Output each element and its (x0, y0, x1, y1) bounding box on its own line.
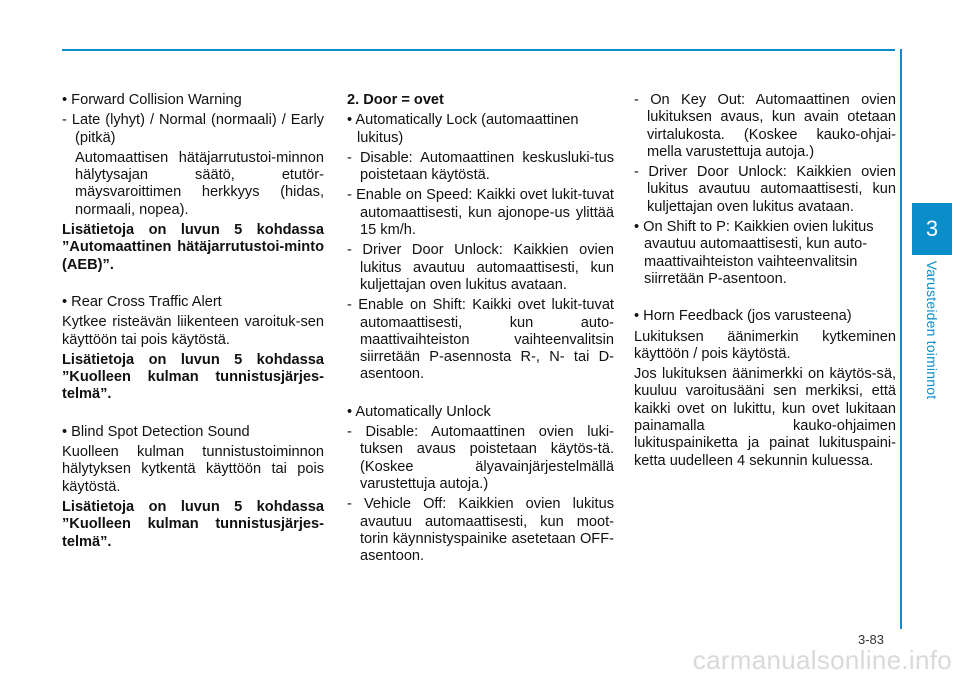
chapter-title: Varusteiden toiminnot (924, 260, 940, 400)
body-text: Lukituksen äänimerkin kytkeminen käyttöön / pois käytöstä. (634, 328, 896, 362)
section-heading: • Forward Collision Warning (62, 92, 242, 108)
list-item: - Driver Door Unlock: Kaikkien ovien lukitus avautuu automaattisesti, kun kuljettajan oven lukitus avataan. (347, 242, 614, 293)
list-item: - Disable: Automaattinen keskusluki-tus poistetaan käytöstä. (347, 149, 614, 184)
body-text: Jos lukituksen äänimerkki on käytös-sä, kuuluu varoitusääni sen merkiksi, että kaikki ovet on lukittu, kun ovet lukitaan painamalla kauko-ohjaimen lukituspainiketta ja painat lukituspaini-ketta uudelleen 4 sekunnin kuluessa. (634, 366, 896, 469)
chapter-number-tab: 3 (912, 203, 952, 255)
watermark: carmanualsonline.info (692, 645, 952, 675)
column-2 (347, 92, 614, 568)
page-number: 3-83 (858, 632, 885, 647)
reference-note: Lisätietoja on luvun 5 kohdassa ”Kuolleen kulman tunnistusjärjes-telmä”. (62, 498, 324, 550)
column-1 (62, 92, 324, 554)
list-item: - Enable on Speed: Kaikki ovet lukit-tuvat automaattisesti, kun ajonope-us ylittää 15 km/h. (347, 187, 614, 239)
list-item: - Vehicle Off: Kaikkien ovien lukitus avautuu automaattisesti, kun moot-torin käynnistyspainike asetetaan OFF-asentoon. (347, 496, 614, 565)
section-heading: • Automatically Unlock (347, 403, 491, 420)
list-item: - Disable: Automaattinen ovien luki-tuksen avaus poistetaan käytös-tä. (Koskee älyavainjärjestelmällä varustettuja autoja.) (347, 424, 614, 492)
section-title: 2. Door = ovet (347, 92, 444, 108)
list-item: - On Key Out: Automaattinen ovien lukituksen avaus, kun avain otetaan virtalukosta. (Koskee kauko-ohjai-mella varustettuja autoja.) (634, 92, 896, 160)
column-3 (634, 92, 896, 473)
list-item: - Enable on Shift: Kaikki ovet lukit-tuvat automaattisesti, kun auto-maattivaihteiston vaihteenvalitsin siirretään P-asennosta R-, N- tai D-asentoon. (347, 297, 614, 383)
section-heading: • Horn Feedback (jos varusteena) (634, 308, 852, 325)
list-item: - Late (lyhyt) / Normal (normaali) / Early (pitkä) (62, 112, 324, 146)
side-rule (900, 49, 902, 629)
section-heading: • Blind Spot Detection Sound (62, 423, 250, 440)
reference-note: Lisätietoja on luvun 5 kohdassa ”Automaattinen hätäjarrutustoi-minto (AEB)”. (62, 222, 324, 273)
body-text: Automaattisen hätäjarrutustoi-minnon hälytysajan säätö, etutör-mäysvaroittimen herkkyys (hidas, normaali, nopea). (75, 149, 324, 218)
body-text: Kuolleen kulman tunnistustoiminnon hälytyksen kytkentä käyttöön tai pois käytöstä. (62, 444, 324, 495)
bullet-item: • On Shift to P: Kaikkien ovien lukitus avautuu automaattisesti, kun auto-maattivaihteiston vaihteenvalitsin siirretään P-asentoon. (634, 219, 874, 287)
body-text: Kytkee risteävän liikenteen varoituk-sen käyttöön tai pois käytöstä. (62, 314, 324, 348)
header-rule (62, 49, 895, 51)
reference-note: Lisätietoja on luvun 5 kohdassa ”Kuolleen kulman tunnistusjärjes-telmä”. (62, 351, 324, 403)
list-item: - Driver Door Unlock: Kaikkien ovien lukitus avautuu automaattisesti, kun kuljettajan oven lukitus avataan. (634, 164, 896, 215)
section-heading: • Rear Cross Traffic Alert (62, 293, 222, 310)
section-heading: • Automatically Lock (automaattinen lukitus) (347, 112, 579, 146)
